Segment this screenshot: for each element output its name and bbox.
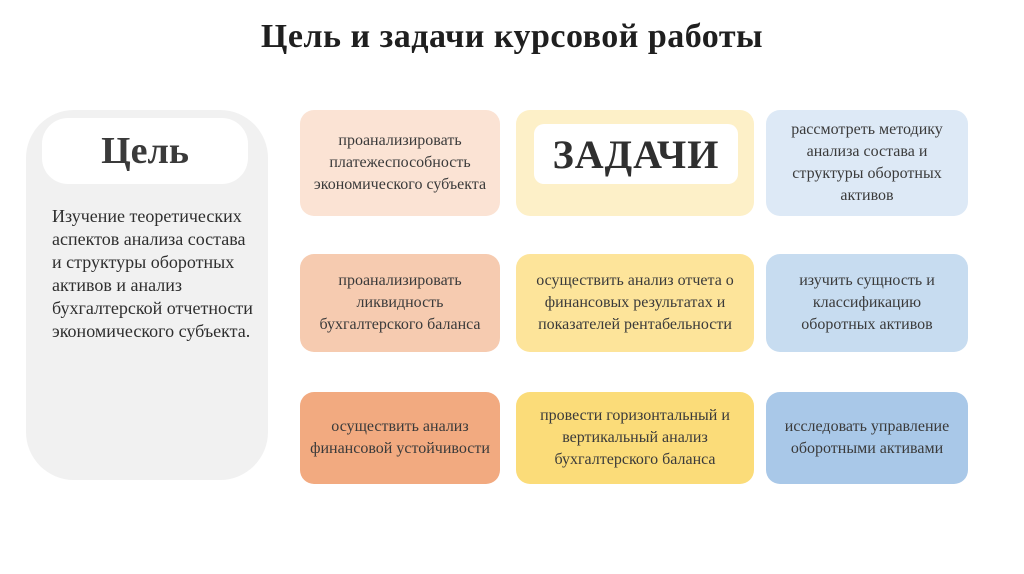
goal-text: Изучение теоретических аспектов анализа состава и структуры оборотных активов и анализ бухгалтерской отчетности экономического субъекта. [52, 206, 253, 341]
task-text: осуществить анализ отчета о финансовых результатах и показателей рентабельности [536, 272, 734, 333]
task-box-analyze-liquidity [300, 254, 500, 352]
task-box-financial-results [516, 254, 754, 352]
task-box-financial-stability [300, 392, 500, 484]
task-text: исследовать управление оборотными активами [784, 418, 950, 457]
task-box-classification [766, 254, 968, 352]
task-text: проанализировать платежеспособность экономического субъекта [313, 132, 487, 193]
task-box-management [766, 392, 968, 484]
task-box-methodology [766, 110, 968, 216]
tasks-header: ЗАДАЧИ [534, 124, 738, 184]
task-text: проанализировать ликвидность бухгалтерского баланса [319, 272, 481, 333]
task-text: изучить сущность и классификацию оборотных активов [799, 272, 935, 333]
goal-header: Цель [42, 118, 248, 184]
task-text: провести горизонтальный и вертикальный анализ бухгалтерского баланса [540, 407, 730, 468]
task-text: осуществить анализ финансовой устойчивости [310, 418, 490, 457]
task-text: рассмотреть методику анализа состава и структуры оборотных активов [791, 121, 943, 204]
task-box-horizontal-vertical-analysis [516, 392, 754, 484]
slide-title: Цель и задачи курсовой работы [260, 18, 764, 55]
task-box-analyze-solvency [300, 110, 500, 216]
